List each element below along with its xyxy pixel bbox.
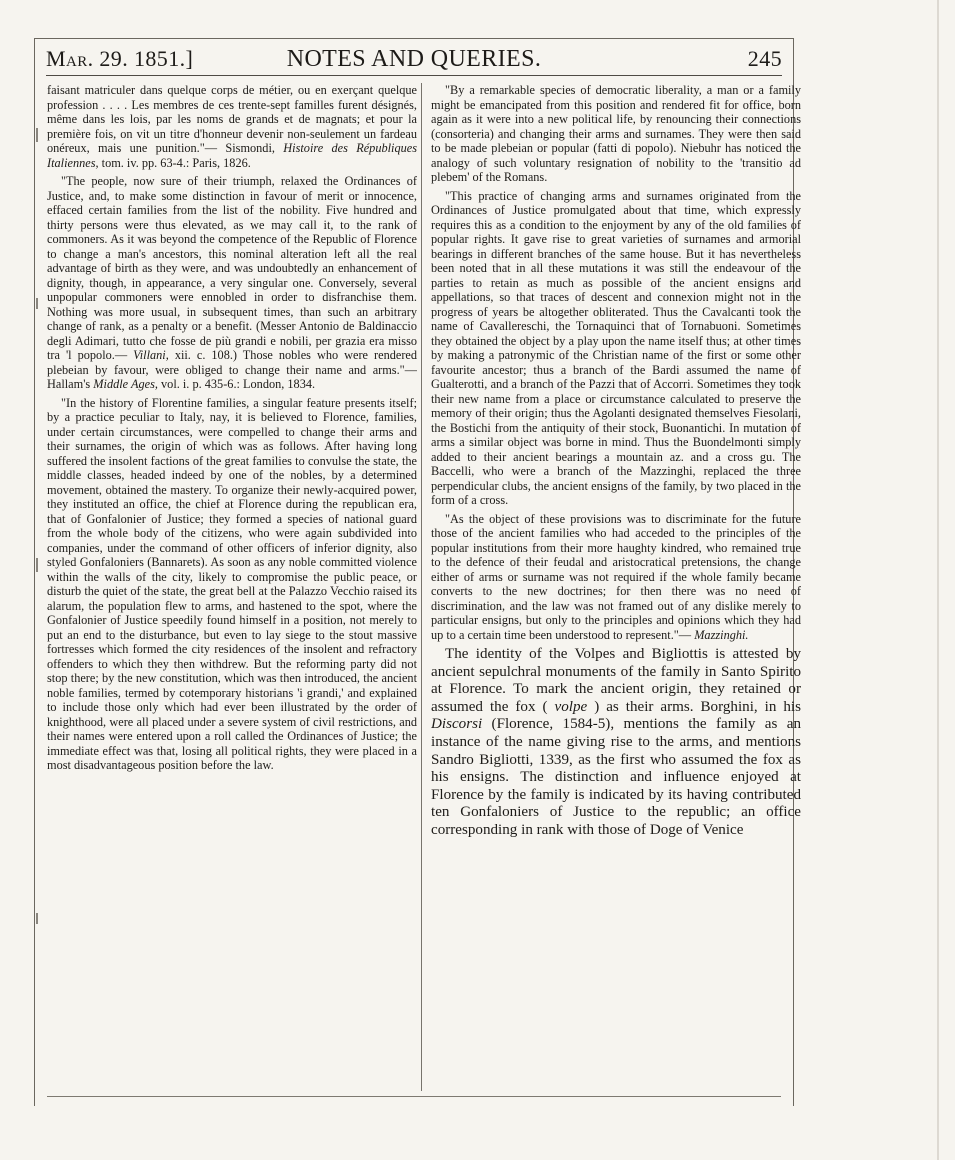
discrimination-text: "As the object of these provisions was to discriminate for the future those of the ancient families who had acceded to the principles of the popular institutions from their more haughty kindred, who remained true to the defence of their feudal and aristocratical pretensions, the change either of arms or surname was not required if the whole family became converts to the new doctrines; for then there was no need of discrimination, and the law was not framed out of any dislike merely to particular ensigns, but only to the principles and opinions which they had up to a certain time been understood to represent."—	[431, 511, 801, 642]
sismondi-citation-prefix: Sismondi,	[225, 141, 284, 155]
page-frame-top	[34, 38, 794, 39]
page-number: 245	[747, 46, 782, 71]
villani-reference: Villani,	[133, 348, 169, 362]
hallam-quote-text: "The people, now sure of their triumph, relaxed the Ordinances of Justice, and, to make some distinction in favour of merit or innocence, effaced certain families from the list of the nobility. Five hundred and thirty persons were thus elevated, as we may call it, to the rank of commoners. As it was beyond the competence of the Republic of Florence to change a man's ancestors, this nominal alteration left all the real advantage of birth as they were, and was undoubtedly an enhancement of dignity, though, in appearance, a very singular one. Conversely, several unpopular commoners were ennobled in order to disfranchise them. Nothing was more usual, in subsequent times, than such an arbitrary change of rank, as a penalty or a benefit. (Messer Antonio de Baldinaccio degli Adimari, tutto che fosse de più grandi e nobili, per grazia era misso tra 'l popolo.—	[47, 174, 417, 362]
volpe-word: volpe	[554, 698, 588, 715]
mazzinghi-citation: Mazzinghi.	[694, 627, 749, 642]
left-margin-mark	[36, 558, 38, 572]
volpe-text-part-c: (Florence, 1584-5), mentions the family as an instance of the name giving rise to the arms, and mentions Sandro Bigliotti, 1339, as the first who assumed the fox as his ensigns. The distinction and influence enjoyed at Florence by the family is indicated by its having contributed ten Gonfaloniers of Justice to the republic; an office corresponding in rank with those of Doge of Venice	[431, 716, 801, 838]
scan-edge-mark	[937, 0, 939, 1160]
journal-title: NOTES AND QUERIES.	[286, 46, 542, 72]
journal-page	[34, 38, 801, 1106]
hallam-quote-continuation: xii. c. 108.) Those nobles who were rendered plebeian by favour, were obliged to change their name and arms."— Hallam's	[47, 348, 417, 391]
hallam-citation-end: vol. i. p. 435-6.: London, 1834.	[161, 377, 316, 391]
left-margin-mark	[36, 913, 38, 924]
left-margin-mark	[36, 298, 38, 309]
french-quote-text: faisant matriculer dans quelque corps de métier, ou en exerçant quelque profession . . . . Les membres de ces trente-sept familles furent désignés, même dans les lois, par les noms de grands et de magnats; et pour la première fois, on vit un titre d'honneur devenir non-seulement un fardeau onéreux, mais une punition."—	[47, 83, 417, 155]
democratic-liberality-paragraph: "By a remarkable species of democratic liberality, a man or a family might be emancipated from this position and rendered fit for office, born again as it were into a new political life, by renouncing their connections (consorteria) and changing their arms and surnames. They were then said to be made plebeian or popular (fatti di popolo). Niebuhr has noticed the analogy of such voluntary resignation of nobility to the 'transitio ad plebem' of the Romans.	[431, 83, 801, 184]
sismondi-book-title: Histoire des Républiques Italiennes,	[47, 141, 417, 170]
issue-date: Mar. 29. 1851.]	[46, 46, 194, 71]
middle-ages-title: Middle Ages,	[93, 377, 158, 391]
bottom-rule	[47, 1096, 781, 1097]
volpe-bigliotti-paragraph	[431, 646, 801, 840]
volpe-text-part-a: The identity of the Volpes and Bigliottis is attested by ancient sepulchral monuments of the family in Santo Spirito at Florence. To mark the ancient origin, they retained or assumed the fox (	[431, 646, 801, 715]
left-text-column	[47, 83, 417, 1091]
right-text-column	[431, 83, 801, 1091]
page-frame-left	[34, 38, 35, 1106]
discorsi-title: Discorsi	[431, 716, 483, 733]
volpe-text-part-b: ) as their arms. Borghini, in his	[594, 698, 801, 715]
sismondi-citation-suffix: tom. iv. pp. 63-4.: Paris, 1826.	[101, 155, 251, 170]
quoted-french-paragraph	[47, 83, 417, 170]
column-divider	[421, 83, 422, 1091]
discrimination-paragraph	[431, 512, 801, 643]
header-rule	[46, 75, 782, 76]
left-margin-mark	[36, 128, 38, 142]
changing-arms-paragraph: "This practice of changing arms and surnames originated from the Ordinances of Justice promulgated about that time, which expressly requires this as a condition to the enjoyment by any of the old families of popular rights. It gave rise to great varieties of surnames and armorial bearings in different branches of the same house. But it has nevertheless been noted that in all these mutations it was still the endeavour of the parties to retain as much as possible of the ancient ensigns and appellations, so that traces of descent and connexion might not in the progress of years be altogether obliterated. Thus the Cavalcanti took the name of Cavallereschi, the Tornaquinci that of Tornabuoni. Sometimes they obtained the object by a play upon the name itself thus; at other times by making a patronymic of the Christian name of the first or some other favourite ancestor; thus a branch of the Bardi assumed the name of Gualterotti, and a branch of the Pazzi that of Accorri. Sometimes they took their new name from a place or circumstance calculated to preserve the memory of their origin; thus the Agolanti designated themselves Fiesolani, the Bostichi from the antiquity of their stock, Buonantichi. In mutation of arms a similar object was borne in mind. Thus the Buondelmonti simply added to their ancient bearings a mountain az. and a cross gu. The Baccelli, who were a branch of the Mazzinghi, replaced the three perpendicular clubs, the ancient ensigns of the family, by two placed in the form of a cross.	[431, 188, 801, 507]
hallam-quote-paragraph	[47, 174, 417, 392]
florentine-history-paragraph: "In the history of Florentine families, a singular feature presents itself; by a practice peculiar to Italy, nay, it is believed to Florence, families, under certain circumstances, were compelled to change their arms and their surnames, the origin of which was as follows. After having long suffered the insolent factions of the great families to convulse the state, the middle classes, headed indeed by one of the nobles, by a determined movement, obtained the mastery. To organize their newly-acquired power, they instituted an office, the chief at Florence during the republican era, that of Gonfalonier of Justice; they formed a species of national guard from the whole body of the citizens, who were again subdivided into companies, under the command of other officers of inferior dignity, also styled Gonfaloniers (Bannarets). As soon as any noble committed violence within the walls of the city, likely to compromise the public peace, or disturb the quiet of the state, the great bell at the Palazzo Vecchio raised its alarum, the population flew to arms, and hastened to the spot, where the Gonfalonier of Justice speedily found himself in a position, not merely to put an end to the disturbance, but even to lay siege to the stout massive fortresses which formed the city residences of the insolent and refractory offenders to which they then withdrew. But the reforming party did not stop there; by the new constitution, which was then introduced, the ancient noble families, termed by cotemporary historians 'i grandi,' and explained to include those only which had ever been illustrated by the order of knighthood, were all placed under a severe system of civil restrictions, and their names were entered upon a roll called the Ordinances of Justice; the immediate effect was that, losing all political rights, they were placed in a most disadvantageous position before the law.	[47, 395, 417, 772]
